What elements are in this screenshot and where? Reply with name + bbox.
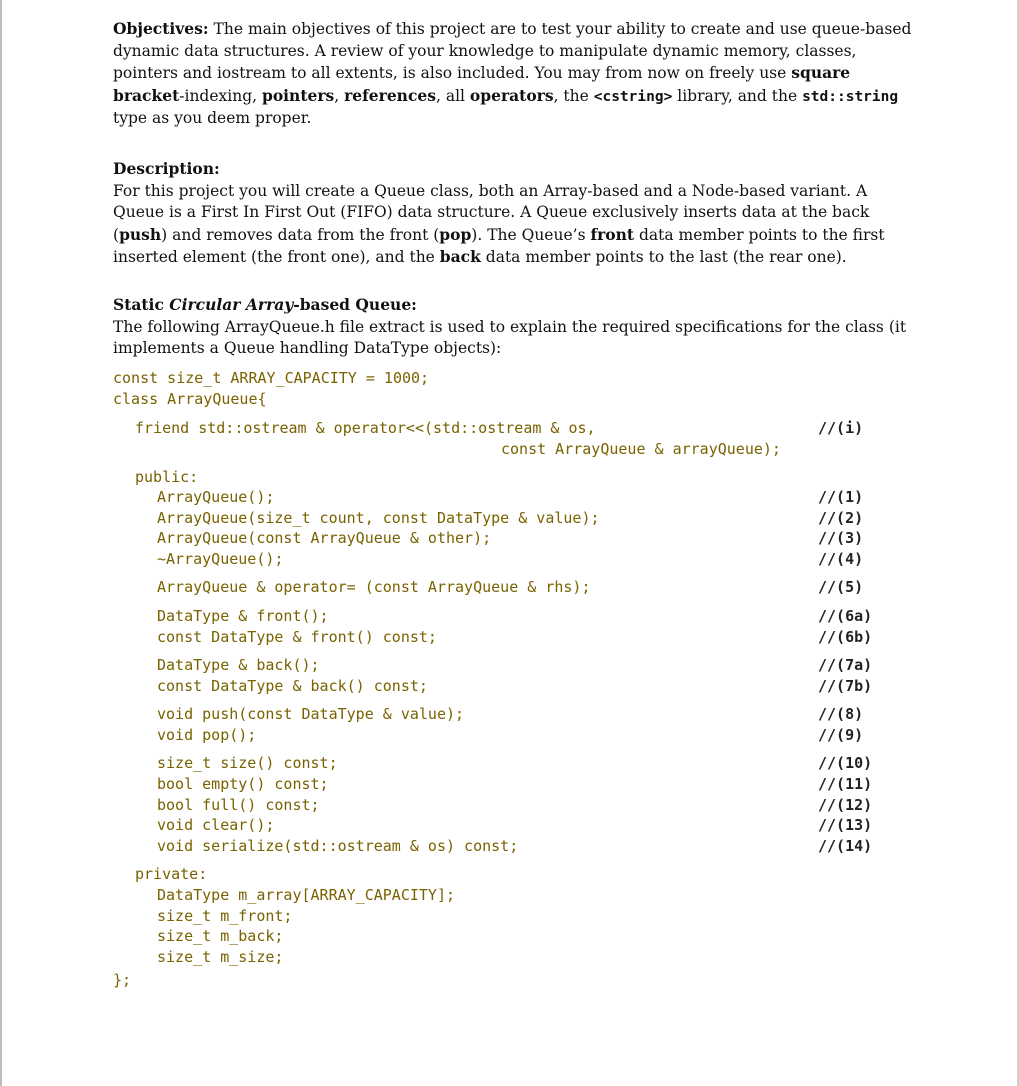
objectives-paragraph (113, 18, 913, 130)
code-line-const: const size_t ARRAY_CAPACITY = 1000; (113, 369, 430, 387)
objectives-text: , all (435, 86, 470, 105)
static-heading-c: -based Queue: (293, 295, 417, 314)
code-method-13: void clear(); (157, 816, 275, 834)
objectives-bold-operators: operators (469, 85, 554, 105)
comment-11: //(11) (818, 775, 873, 793)
code-method-2: ArrayQueue(size_t count, const DataType & value); (157, 509, 600, 527)
code-method-5: ArrayQueue & operator= (const ArrayQueue & rhs); (157, 578, 591, 596)
code-method-6b: const DataType & front() const; (157, 628, 437, 646)
code-method-8: void push(const DataType & value); (157, 705, 465, 723)
code-line-public: public: (135, 468, 199, 486)
code-method-9: void pop(); (157, 726, 257, 744)
pop-bold: pop (439, 224, 472, 244)
static-heading-italic: Circular Array (169, 295, 294, 314)
comment-9: //(9) (818, 726, 864, 744)
comment-14: //(14) (818, 837, 873, 855)
push-bold: push (119, 224, 162, 244)
code-method-12: bool full() const; (157, 796, 320, 814)
description-text: data member points to the last (the rear one). (480, 248, 847, 266)
comment-i: //(i) (818, 419, 864, 437)
code-method-14: void serialize(std::ostream & os) const; (157, 837, 519, 855)
description-text: For this project you will create a Queue class, both an Array-based and a Node-based variant. A Queue is a First In First Out (FIFO) data structure. A Queue exclusively inserts data at the back ( (113, 181, 870, 244)
code-line-friend-2: const ArrayQueue & arrayQueue); (501, 440, 781, 458)
description-heading: Description: (113, 159, 220, 178)
code-method-1: ArrayQueue(); (157, 488, 275, 506)
static-heading (113, 295, 417, 314)
static-heading-a: Static (113, 295, 170, 314)
code-private-2: size_t m_front; (157, 907, 293, 925)
code-line-friend-1: friend std::ostream & operator<<(std::ostream & os, (135, 419, 596, 437)
code-private-1: DataType m_array[ARRAY_CAPACITY]; (157, 886, 456, 904)
code-method-10: size_t size() const; (157, 754, 338, 772)
page-left-edge (0, 0, 2, 1086)
static-intro: The following ArrayQueue.h file extract is used to explain the required specifications for the class (it implements a Queue handling DataType objects): (113, 317, 907, 357)
comment-8: //(8) (818, 705, 864, 723)
code-line-end: }; (113, 971, 132, 989)
comment-2: //(2) (818, 509, 864, 527)
code-method-7a: DataType & back(); (157, 656, 320, 674)
std-string-code: std::string (802, 88, 899, 105)
comment-6a: //(6a) (818, 607, 873, 625)
code-method-7b: const DataType & back() const; (157, 677, 428, 695)
code-method-11: bool empty() const; (157, 775, 329, 793)
description-text: ). The Queue’s (471, 225, 591, 244)
objectives-text: , (334, 86, 345, 105)
objectives-text: -indexing, (179, 86, 262, 105)
objectives-text: , the (553, 86, 594, 105)
static-section-paragraph (113, 294, 913, 360)
back-bold: back (439, 247, 481, 266)
comment-7b: //(7b) (818, 677, 873, 695)
cstring-code: <cstring> (593, 88, 673, 105)
comment-1: //(1) (818, 488, 864, 506)
code-method-4: ~ArrayQueue(); (157, 550, 284, 568)
comment-5: //(5) (818, 578, 864, 596)
objectives-bold-pointers: pointers (261, 85, 335, 105)
comment-13: //(13) (818, 816, 873, 834)
objectives-text: type as you deem proper. (113, 109, 312, 127)
code-method-3: ArrayQueue(const ArrayQueue & other); (157, 529, 492, 547)
code-line-class: class ArrayQueue{ (113, 390, 267, 408)
objectives-bold-square: square bracket (113, 63, 851, 105)
description-paragraph (113, 158, 913, 269)
comment-7a: //(7a) (818, 656, 873, 674)
objectives-heading: Objectives: (113, 19, 209, 38)
code-private-4: size_t m_size; (157, 948, 284, 966)
objectives-text: library, and the (672, 86, 803, 105)
comment-4: //(4) (818, 550, 864, 568)
comment-3: //(3) (818, 529, 864, 547)
code-line-private: private: (135, 865, 208, 883)
comment-6b: //(6b) (818, 628, 873, 646)
comment-12: //(12) (818, 796, 873, 814)
comment-10: //(10) (818, 754, 873, 772)
front-bold: front (590, 224, 635, 244)
code-method-6a: DataType & front(); (157, 607, 329, 625)
objectives-bold-references: references (344, 85, 436, 105)
code-private-3: size_t m_back; (157, 927, 284, 945)
objectives-text: The main objectives of this project are to test your ability to create and use queue-based dynamic data structures. A review of your knowledge to manipulate dynamic memory, classes, pointers and iostream to all extents, is also included. You may from now on freely use (113, 20, 912, 82)
description-text: data member points to the first inserted element (the front one), and the (113, 225, 885, 266)
description-text: ) and removes data from the front ( (161, 225, 440, 244)
